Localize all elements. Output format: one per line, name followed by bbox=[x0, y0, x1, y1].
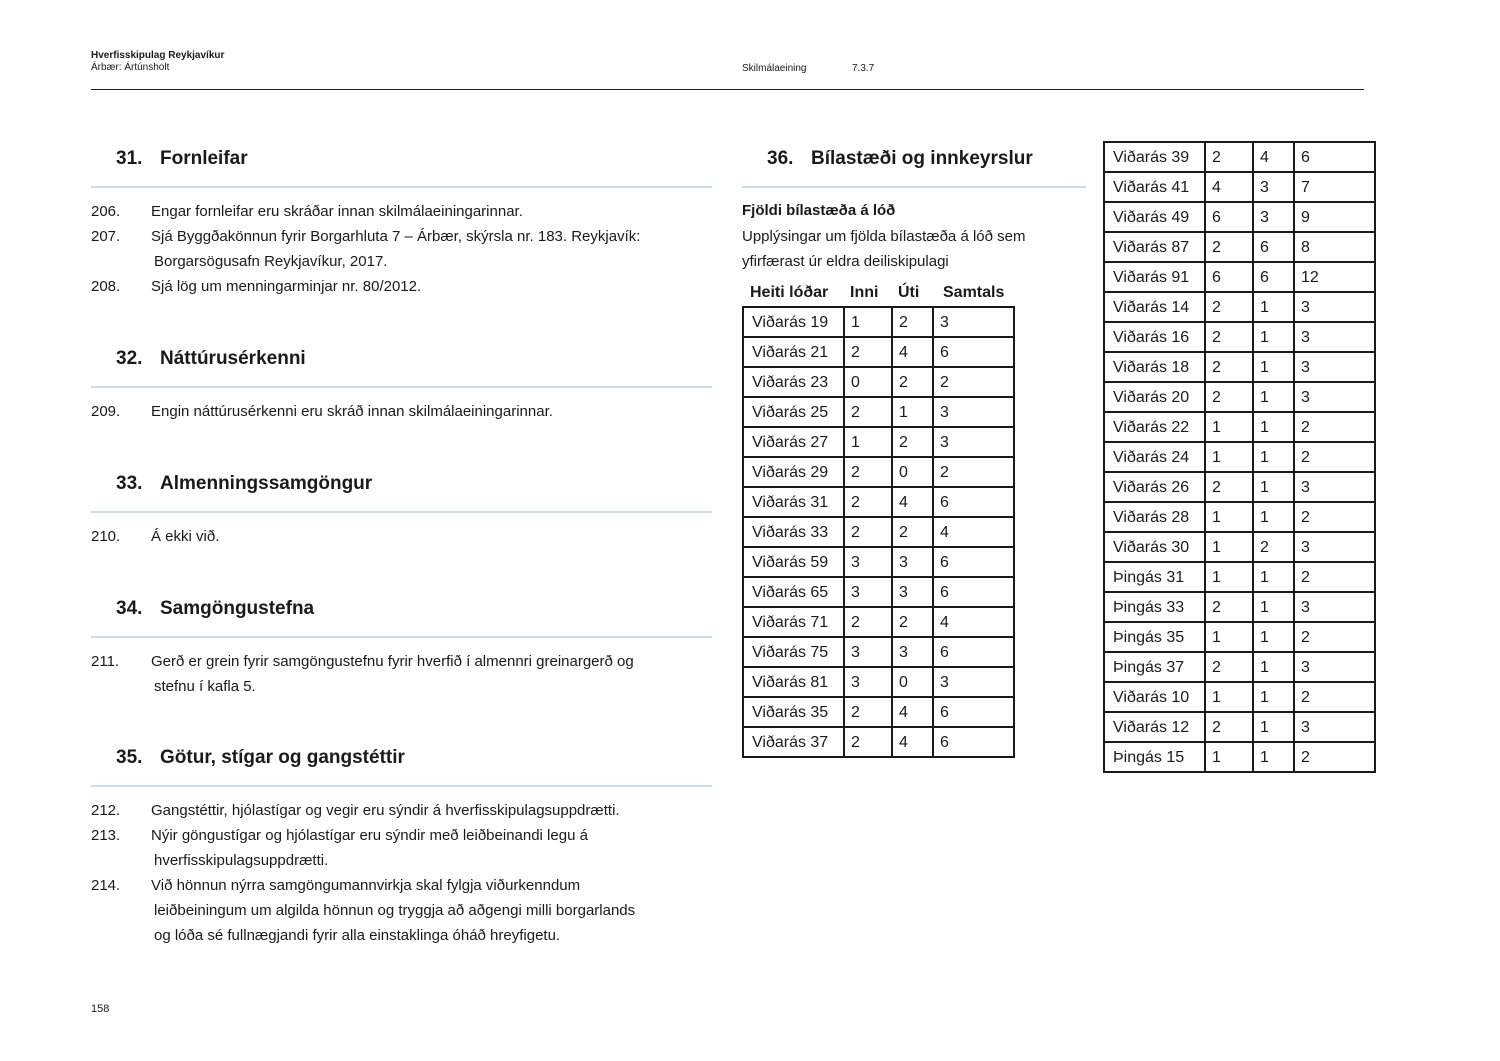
item-text: hverfisskipulagsuppdrætti. bbox=[154, 852, 329, 869]
item-number: 213. bbox=[91, 827, 121, 844]
total-cell: 3 bbox=[933, 397, 1014, 427]
lot-name-cell: Viðarás 23 bbox=[743, 367, 844, 397]
table-row bbox=[1104, 502, 1375, 532]
indoor-cell: 1 bbox=[1205, 562, 1253, 592]
section-number: 36. bbox=[767, 148, 794, 169]
outdoor-cell: 1 bbox=[1253, 682, 1294, 712]
lot-name-cell: Viðarás 12 bbox=[1104, 712, 1205, 742]
lot-name-cell: Viðarás 39 bbox=[1104, 142, 1205, 172]
item-text: Nýir göngustígar og hjólastígar eru sýndir með leiðbeinandi legu á bbox=[151, 827, 588, 844]
outdoor-cell: 4 bbox=[892, 337, 933, 367]
lot-name-cell: Viðarás 65 bbox=[743, 577, 844, 607]
indoor-cell: 3 bbox=[844, 637, 892, 667]
indoor-cell: 4 bbox=[1205, 172, 1253, 202]
indoor-cell: 2 bbox=[1205, 472, 1253, 502]
outdoor-cell: 1 bbox=[1253, 352, 1294, 382]
indoor-cell: 0 bbox=[844, 367, 892, 397]
table-row bbox=[743, 367, 1014, 397]
outdoor-cell: 1 bbox=[1253, 292, 1294, 322]
total-cell: 2 bbox=[1294, 502, 1375, 532]
total-cell: 6 bbox=[933, 637, 1014, 667]
table-row bbox=[1104, 682, 1375, 712]
item-text: Á ekki við. bbox=[151, 528, 220, 545]
item-text: stefnu í kafla 5. bbox=[154, 678, 256, 695]
indoor-cell: 2 bbox=[844, 697, 892, 727]
document-title: Hverfisskipulag Reykjavíkur bbox=[91, 50, 225, 61]
lot-name-cell: Viðarás 91 bbox=[1104, 262, 1205, 292]
item-text: Sjá lög um menningarminjar nr. 80/2012. bbox=[151, 278, 422, 295]
table-row bbox=[1104, 472, 1375, 502]
item-number: 207. bbox=[91, 228, 121, 245]
item-number: 212. bbox=[91, 802, 121, 819]
total-cell: 2 bbox=[1294, 622, 1375, 652]
table-row bbox=[743, 397, 1014, 427]
table-row bbox=[1104, 742, 1375, 772]
outdoor-cell: 1 bbox=[1253, 442, 1294, 472]
item-number: 210. bbox=[91, 528, 121, 545]
column-header: Heiti lóðar bbox=[750, 284, 829, 301]
lot-name-cell: Viðarás 18 bbox=[1104, 352, 1205, 382]
total-cell: 3 bbox=[1294, 292, 1375, 322]
outdoor-cell: 2 bbox=[892, 517, 933, 547]
lot-name-cell: Viðarás 30 bbox=[1104, 532, 1205, 562]
lot-name-cell: Viðarás 35 bbox=[743, 697, 844, 727]
total-cell: 2 bbox=[1294, 682, 1375, 712]
indoor-cell: 1 bbox=[1205, 622, 1253, 652]
total-cell: 9 bbox=[1294, 202, 1375, 232]
item-number: 214. bbox=[91, 877, 121, 894]
item-text: Engin náttúrusérkenni eru skráð innan skilmálaeiningarinnar. bbox=[151, 403, 553, 420]
outdoor-cell: 3 bbox=[892, 637, 933, 667]
table-row bbox=[1104, 532, 1375, 562]
table-row bbox=[1104, 292, 1375, 322]
total-cell: 3 bbox=[933, 427, 1014, 457]
column-header: Úti bbox=[898, 284, 920, 301]
table-row bbox=[743, 577, 1014, 607]
outdoor-cell: 1 bbox=[1253, 502, 1294, 532]
section-heading-33 bbox=[116, 472, 372, 496]
table-row bbox=[1104, 652, 1375, 682]
table-row bbox=[743, 337, 1014, 367]
outdoor-cell: 3 bbox=[892, 547, 933, 577]
lot-name-cell: Viðarás 25 bbox=[743, 397, 844, 427]
total-cell: 3 bbox=[1294, 712, 1375, 742]
total-cell: 3 bbox=[1294, 382, 1375, 412]
list-item bbox=[91, 274, 711, 299]
section-title: Náttúrusérkenni bbox=[160, 348, 306, 369]
outdoor-cell: 3 bbox=[1253, 172, 1294, 202]
total-cell: 4 bbox=[933, 517, 1014, 547]
table-row bbox=[743, 697, 1014, 727]
document-subtitle: Árbær: Ártúnsholt bbox=[91, 62, 170, 73]
table-row bbox=[1104, 442, 1375, 472]
lot-name-cell: Viðarás 75 bbox=[743, 637, 844, 667]
section-number: 33. bbox=[116, 473, 143, 494]
lot-name-cell: Viðarás 37 bbox=[743, 727, 844, 757]
lot-name-cell: Viðarás 41 bbox=[1104, 172, 1205, 202]
outdoor-cell: 6 bbox=[1253, 262, 1294, 292]
indoor-cell: 2 bbox=[844, 487, 892, 517]
indoor-cell: 3 bbox=[844, 547, 892, 577]
total-cell: 6 bbox=[933, 337, 1014, 367]
lot-name-cell: Viðarás 87 bbox=[1104, 232, 1205, 262]
section-divider bbox=[91, 636, 712, 638]
outdoor-cell: 4 bbox=[1253, 142, 1294, 172]
total-cell: 6 bbox=[933, 487, 1014, 517]
indoor-cell: 1 bbox=[1205, 502, 1253, 532]
outdoor-cell: 2 bbox=[892, 427, 933, 457]
list-item bbox=[91, 649, 711, 699]
table-row bbox=[743, 607, 1014, 637]
total-cell: 12 bbox=[1294, 262, 1375, 292]
item-text: Borgarsögusafn Reykjavíkur, 2017. bbox=[154, 253, 388, 270]
section-title: Bílastæði og innkeyrslur bbox=[811, 148, 1033, 169]
lot-name-cell: Viðarás 21 bbox=[743, 337, 844, 367]
indoor-cell: 2 bbox=[1205, 712, 1253, 742]
list-item bbox=[91, 199, 711, 224]
outdoor-cell: 1 bbox=[1253, 412, 1294, 442]
item-number: 209. bbox=[91, 403, 121, 420]
table-row bbox=[743, 427, 1014, 457]
outdoor-cell: 1 bbox=[1253, 742, 1294, 772]
indoor-cell: 2 bbox=[844, 517, 892, 547]
lot-name-cell: Viðarás 14 bbox=[1104, 292, 1205, 322]
indoor-cell: 2 bbox=[844, 337, 892, 367]
lot-name-cell: Viðarás 24 bbox=[1104, 442, 1205, 472]
outdoor-cell: 1 bbox=[1253, 652, 1294, 682]
total-cell: 2 bbox=[933, 457, 1014, 487]
outdoor-cell: 2 bbox=[892, 607, 933, 637]
table-row bbox=[1104, 352, 1375, 382]
total-cell: 6 bbox=[1294, 142, 1375, 172]
table-row bbox=[743, 517, 1014, 547]
lot-name-cell: Viðarás 71 bbox=[743, 607, 844, 637]
total-cell: 3 bbox=[1294, 532, 1375, 562]
column-header: Inni bbox=[850, 284, 879, 301]
section-heading-32 bbox=[116, 347, 306, 371]
lot-name-cell: Viðarás 31 bbox=[743, 487, 844, 517]
section-heading-35 bbox=[116, 746, 405, 770]
lot-name-cell: Viðarás 49 bbox=[1104, 202, 1205, 232]
table-row bbox=[1104, 262, 1375, 292]
outdoor-cell: 1 bbox=[1253, 562, 1294, 592]
total-cell: 3 bbox=[1294, 472, 1375, 502]
outdoor-cell: 2 bbox=[1253, 532, 1294, 562]
section-number: 7.3.7 bbox=[852, 63, 875, 74]
outdoor-cell: 3 bbox=[892, 577, 933, 607]
outdoor-cell: 4 bbox=[892, 487, 933, 517]
lot-name-cell: Viðarás 19 bbox=[743, 307, 844, 337]
table-row bbox=[1104, 592, 1375, 622]
indoor-cell: 3 bbox=[844, 667, 892, 697]
item-number: 206. bbox=[91, 203, 121, 220]
list-item bbox=[91, 823, 711, 873]
section-divider bbox=[91, 186, 712, 188]
lot-name-cell: Viðarás 29 bbox=[743, 457, 844, 487]
indoor-cell: 1 bbox=[1205, 682, 1253, 712]
total-cell: 3 bbox=[1294, 352, 1375, 382]
indoor-cell: 2 bbox=[844, 397, 892, 427]
total-cell: 6 bbox=[933, 727, 1014, 757]
lot-name-cell: Viðarás 28 bbox=[1104, 502, 1205, 532]
table-row bbox=[1104, 412, 1375, 442]
total-cell: 6 bbox=[933, 547, 1014, 577]
total-cell: 3 bbox=[933, 667, 1014, 697]
list-item bbox=[91, 524, 711, 549]
outdoor-cell: 1 bbox=[1253, 322, 1294, 352]
table-row bbox=[1104, 232, 1375, 262]
table-row bbox=[743, 547, 1014, 577]
lot-name-cell: Þingás 15 bbox=[1104, 742, 1205, 772]
lot-name-cell: Þingás 37 bbox=[1104, 652, 1205, 682]
total-cell: 4 bbox=[933, 607, 1014, 637]
table-row bbox=[1104, 712, 1375, 742]
item-text: Gerð er grein fyrir samgöngustefnu fyrir hverfið í almennri greinargerð og bbox=[151, 653, 634, 670]
section-number: 31. bbox=[116, 148, 143, 169]
outdoor-cell: 6 bbox=[1253, 232, 1294, 262]
outdoor-cell: 1 bbox=[892, 397, 933, 427]
item-number: 211. bbox=[91, 653, 120, 670]
lot-name-cell: Viðarás 27 bbox=[743, 427, 844, 457]
item-number: 208. bbox=[91, 278, 121, 295]
total-cell: 3 bbox=[1294, 592, 1375, 622]
parking-table-part-a bbox=[742, 306, 1015, 758]
outdoor-cell: 3 bbox=[1253, 202, 1294, 232]
description: Upplýsingar um fjölda bílastæða á lóð sem yfirfærast úr eldra deiliskipulagi bbox=[742, 228, 1026, 270]
section-number: 34. bbox=[116, 598, 143, 619]
table-row bbox=[1104, 172, 1375, 202]
lot-name-cell: Viðarás 22 bbox=[1104, 412, 1205, 442]
lot-name-cell: Þingás 33 bbox=[1104, 592, 1205, 622]
list-item bbox=[91, 224, 711, 274]
indoor-cell: 2 bbox=[844, 727, 892, 757]
table-row bbox=[1104, 322, 1375, 352]
total-cell: 2 bbox=[1294, 412, 1375, 442]
total-cell: 2 bbox=[1294, 742, 1375, 772]
table-row bbox=[1104, 562, 1375, 592]
header-divider bbox=[91, 89, 1364, 90]
table-row bbox=[743, 487, 1014, 517]
table-row bbox=[1104, 382, 1375, 412]
list-item bbox=[91, 399, 711, 424]
lot-name-cell: Viðarás 26 bbox=[1104, 472, 1205, 502]
indoor-cell: 2 bbox=[1205, 322, 1253, 352]
total-cell: 6 bbox=[933, 577, 1014, 607]
section-number: 32. bbox=[116, 348, 143, 369]
section-label: Skilmálaeining bbox=[742, 63, 807, 74]
section-title: Samgöngustefna bbox=[160, 598, 315, 619]
total-cell: 2 bbox=[1294, 442, 1375, 472]
indoor-cell: 6 bbox=[1205, 202, 1253, 232]
lot-name-cell: Viðarás 59 bbox=[743, 547, 844, 577]
table-row bbox=[743, 667, 1014, 697]
parking-table-part-b bbox=[1103, 141, 1376, 773]
total-cell: 7 bbox=[1294, 172, 1375, 202]
subheading: Fjöldi bílastæða á lóð bbox=[742, 202, 896, 219]
section-number: 35. bbox=[116, 747, 143, 768]
section-title: Götur, stígar og gangstéttir bbox=[160, 747, 405, 768]
list-item bbox=[91, 798, 711, 823]
document-header bbox=[91, 50, 224, 74]
total-cell: 2 bbox=[933, 367, 1014, 397]
indoor-cell: 1 bbox=[1205, 442, 1253, 472]
table-row bbox=[1104, 622, 1375, 652]
indoor-cell: 1 bbox=[844, 427, 892, 457]
total-cell: 8 bbox=[1294, 232, 1375, 262]
outdoor-cell: 4 bbox=[892, 727, 933, 757]
outdoor-cell: 1 bbox=[1253, 382, 1294, 412]
lot-name-cell: Viðarás 33 bbox=[743, 517, 844, 547]
lot-name-cell: Viðarás 10 bbox=[1104, 682, 1205, 712]
table-row bbox=[743, 727, 1014, 757]
table-row bbox=[1104, 142, 1375, 172]
item-text: Engar fornleifar eru skráðar innan skilmálaeiningarinnar. bbox=[151, 203, 523, 220]
indoor-cell: 6 bbox=[1205, 262, 1253, 292]
total-cell: 3 bbox=[1294, 652, 1375, 682]
indoor-cell: 3 bbox=[844, 577, 892, 607]
item-text: leiðbeiningum um algilda hönnun og tryggja að aðgengi milli borgarlands bbox=[154, 902, 636, 919]
lot-name-cell: Viðarás 81 bbox=[743, 667, 844, 697]
lot-name-cell: Þingás 35 bbox=[1104, 622, 1205, 652]
section-divider bbox=[742, 186, 1086, 188]
outdoor-cell: 0 bbox=[892, 457, 933, 487]
indoor-cell: 2 bbox=[1205, 382, 1253, 412]
total-cell: 3 bbox=[1294, 322, 1375, 352]
outdoor-cell: 1 bbox=[1253, 472, 1294, 502]
page-number: 158 bbox=[91, 1003, 110, 1015]
total-cell: 2 bbox=[1294, 562, 1375, 592]
lot-name-cell: Viðarás 20 bbox=[1104, 382, 1205, 412]
lot-name-cell: Þingás 31 bbox=[1104, 562, 1205, 592]
table-row bbox=[743, 307, 1014, 337]
outdoor-cell: 2 bbox=[892, 307, 933, 337]
indoor-cell: 2 bbox=[1205, 352, 1253, 382]
indoor-cell: 2 bbox=[1205, 292, 1253, 322]
indoor-cell: 2 bbox=[1205, 652, 1253, 682]
item-text: Gangstéttir, hjólastígar og vegir eru sýndir á hverfisskipulagsuppdrætti. bbox=[151, 802, 620, 819]
outdoor-cell: 2 bbox=[892, 367, 933, 397]
table-row bbox=[743, 637, 1014, 667]
table-header bbox=[742, 283, 1020, 303]
section-divider bbox=[91, 785, 712, 787]
outdoor-cell: 4 bbox=[892, 697, 933, 727]
section-title: Fornleifar bbox=[160, 148, 248, 169]
item-text: Við hönnun nýrra samgöngumannvirkja skal fylgja viðurkenndum bbox=[151, 877, 581, 894]
item-text: Sjá Byggðakönnun fyrir Borgarhluta 7 – Árbær, skýrsla nr. 183. Reykjavík: bbox=[151, 228, 641, 245]
section-heading-36 bbox=[767, 147, 1033, 171]
section-title: Almenningssamgöngur bbox=[160, 473, 373, 494]
table-row bbox=[1104, 202, 1375, 232]
item-text: og lóða sé fullnægjandi fyrir alla einstaklinga óháð hreyfigetu. bbox=[154, 927, 561, 944]
lot-name-cell: Viðarás 16 bbox=[1104, 322, 1205, 352]
table-row bbox=[743, 457, 1014, 487]
list-item bbox=[91, 873, 711, 948]
indoor-cell: 1 bbox=[1205, 532, 1253, 562]
section-heading-34 bbox=[116, 597, 314, 621]
indoor-cell: 2 bbox=[844, 607, 892, 637]
outdoor-cell: 0 bbox=[892, 667, 933, 697]
total-cell: 3 bbox=[933, 307, 1014, 337]
section-divider bbox=[91, 386, 712, 388]
indoor-cell: 1 bbox=[1205, 742, 1253, 772]
outdoor-cell: 1 bbox=[1253, 622, 1294, 652]
section-divider bbox=[91, 511, 712, 513]
outdoor-cell: 1 bbox=[1253, 712, 1294, 742]
indoor-cell: 2 bbox=[1205, 592, 1253, 622]
indoor-cell: 1 bbox=[844, 307, 892, 337]
total-cell: 6 bbox=[933, 697, 1014, 727]
section-heading-31 bbox=[116, 147, 248, 171]
column-header: Samtals bbox=[943, 284, 1005, 301]
indoor-cell: 2 bbox=[844, 457, 892, 487]
indoor-cell: 1 bbox=[1205, 412, 1253, 442]
outdoor-cell: 1 bbox=[1253, 592, 1294, 622]
indoor-cell: 2 bbox=[1205, 232, 1253, 262]
indoor-cell: 2 bbox=[1205, 142, 1253, 172]
